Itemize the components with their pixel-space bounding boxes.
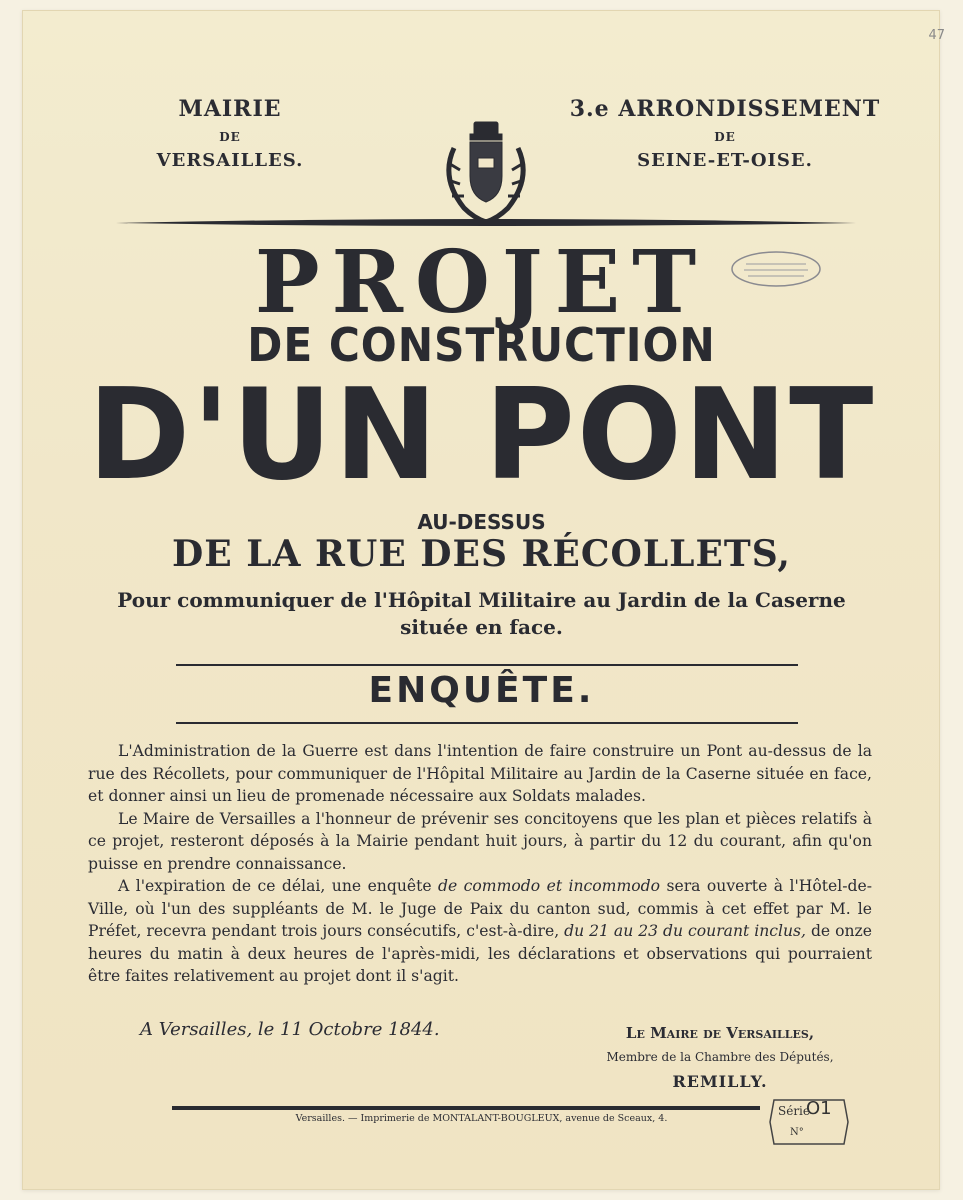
archive-stamp-number: O1 bbox=[806, 1098, 832, 1119]
archive-stamp-no: N° bbox=[790, 1127, 804, 1138]
archive-stamp-label: Série bbox=[778, 1104, 810, 1118]
title-projet: PROJET bbox=[254, 232, 709, 333]
subtitle-line1: Pour communiquer de l'Hôpital Militaire au Jardin de la Caserne bbox=[117, 588, 846, 612]
p3-dates: du 21 au 23 du courant inclus, bbox=[564, 922, 806, 940]
header-left-line1: MAIRIE bbox=[178, 96, 282, 122]
p3-part-c: sera ouverte à l'Hôtel-de-Ville, où l'un des suppléants de M. le Juge de Paix du canton sud, commis à cet effet par M. le Préfet, recevra pendant trois jours consécutifs, c'est-à-dire, bbox=[88, 877, 872, 940]
section-heading: ENQUÊTE. bbox=[368, 670, 595, 711]
coat-of-arms-icon bbox=[440, 118, 532, 228]
header-right-line1: 3.e ARRONDISSEMENT bbox=[569, 96, 881, 122]
p3-part-e: de onze heures du matin à deux heures de l'après-midi, les déclarations et observations qui pourraient être faites relativement au projet dont il s'agit. bbox=[88, 922, 872, 985]
signature-title: Le Maire de Versailles, bbox=[625, 1024, 815, 1042]
subtitle bbox=[60, 587, 903, 641]
paragraph-1: L'Administration de la Guerre est dans l'intention de faire construire un Pont au-dessus de la rue des Récollets, pour communiquer de l'Hôpital Militaire au Jardin de la Caserne située en face, et donner ainsi un lieu de promenade nécessaire aux Soldats malades. bbox=[88, 742, 872, 805]
header-divider bbox=[116, 215, 856, 231]
header-arrondissement bbox=[560, 96, 890, 171]
divider-top bbox=[176, 664, 798, 666]
title-pont: D'UN PONT bbox=[87, 361, 876, 508]
header-mairie bbox=[120, 96, 340, 171]
header-right-line3: SEINE-ET-OISE. bbox=[637, 150, 813, 171]
header-right-line2: DE bbox=[714, 130, 736, 144]
printer-imprint: Versailles. — Imprimerie de MONTALANT-BOUGLEUX, avenue de Sceaux, 4. bbox=[295, 1113, 668, 1124]
paragraph-2: Le Maire de Versailles a l'honneur de prévenir ses concitoyens que les plan et pièces relatifs à ce projet, resteront déposés à la Mairie pendant huit jours, à partir du 12 du courant, afin qu'on puisse en prendre connaissance. bbox=[88, 809, 872, 873]
title-rue: DE LA RUE DES RÉCOLLETS, bbox=[172, 533, 791, 575]
title-construction: DE CONSTRUCTION bbox=[247, 318, 716, 372]
signature-subtitle: Membre de la Chambre des Députés, bbox=[606, 1050, 834, 1064]
p3-part-a: A l'expiration de ce délai, une enquête bbox=[118, 877, 439, 895]
page-annotation: 47 bbox=[928, 28, 945, 43]
p3-commodo: de commodo et incommodo bbox=[438, 877, 661, 895]
paragraph-3 bbox=[88, 875, 872, 988]
notice-body bbox=[88, 740, 872, 988]
footer-divider bbox=[172, 1106, 760, 1110]
subtitle-line2: située en face. bbox=[400, 615, 563, 639]
header-left-line2: DE bbox=[219, 130, 241, 144]
signature-block bbox=[570, 1024, 870, 1091]
signature-name: REMILLY. bbox=[672, 1072, 768, 1091]
header-left-line3: VERSAILLES. bbox=[156, 150, 304, 171]
date-line: A Versailles, le 11 Octobre 1844. bbox=[140, 1019, 440, 1040]
divider-bottom bbox=[176, 722, 798, 724]
title-au-dessus: AU-DESSUS bbox=[417, 510, 546, 534]
